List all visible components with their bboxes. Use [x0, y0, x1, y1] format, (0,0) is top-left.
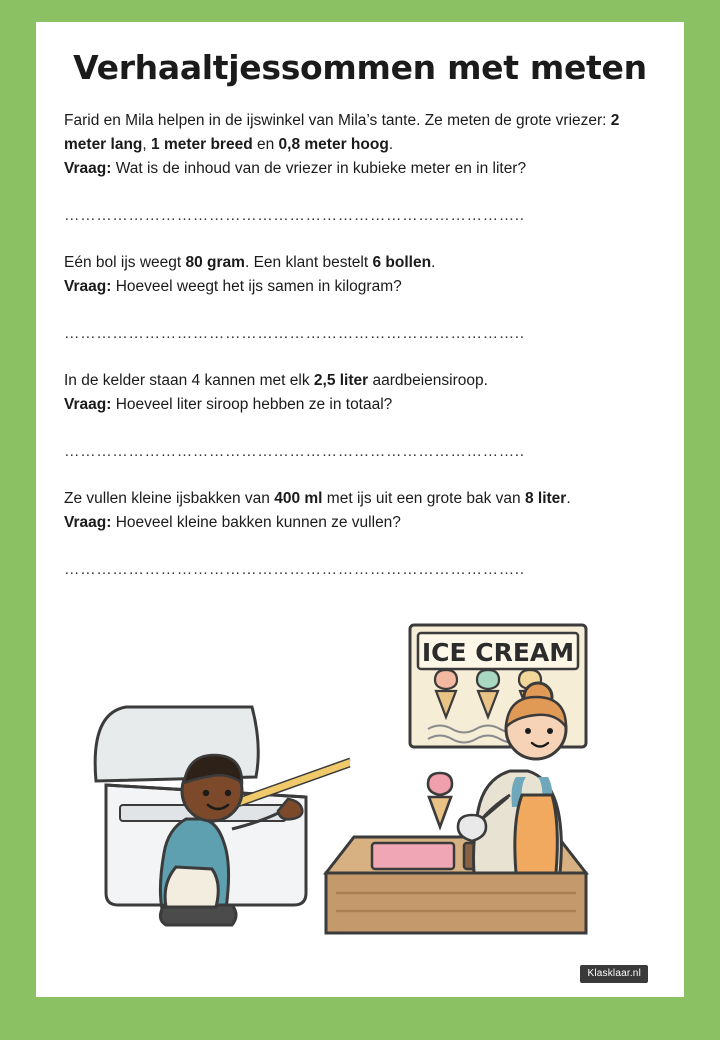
problem-4-question-label: Vraag:	[64, 514, 112, 532]
ice-cream-shop-illustration	[36, 605, 684, 945]
problem-4-question-text: Hoeveel kleine bakken kunnen ze vullen?	[115, 514, 401, 532]
answer-line-2[interactable]: …………………………………………………………………………..	[64, 324, 525, 342]
problem-1	[64, 109, 656, 181]
problem-4	[64, 487, 656, 535]
problem-2-question-label: Vraag:	[64, 278, 112, 296]
problem-3-question-text: Hoeveel liter siroop hebben ze in totaal?	[115, 396, 393, 414]
illustration-svg	[36, 605, 684, 945]
sign-text: ICE CREAM	[421, 637, 575, 667]
problem-1-question-label: Vraag:	[64, 160, 112, 178]
problem-3-question	[64, 393, 656, 417]
problem-3-body: In de kelder staan 4 kannen met elk 2,5 liter aardbeiensiroop.	[64, 371, 488, 389]
answer-line-4[interactable]: …………………………………………………………………………..	[64, 560, 525, 578]
problems-container	[36, 87, 684, 579]
problem-2	[64, 251, 656, 299]
answer-line-1[interactable]: …………………………………………………………………………..	[64, 206, 525, 224]
problem-4-question	[64, 511, 656, 535]
problem-2-question-text: Hoeveel weegt het ijs samen in kilogram?	[115, 278, 402, 296]
worksheet-page	[36, 22, 684, 997]
problem-3	[64, 369, 656, 417]
problem-1-body: Farid en Mila helpen in de ijswinkel van Mila’s tante. Ze meten de grote vriezer: 2 meter lang, 1 meter breed en 0,8 meter hoog.	[64, 112, 620, 153]
problem-1-question	[64, 157, 656, 181]
problem-2-question	[64, 275, 656, 299]
credit-badge: Klasklaar.nl	[580, 965, 648, 983]
problem-3-question-label: Vraag:	[64, 396, 112, 414]
problem-2-body: Eén bol ijs weegt 80 gram. Een klant bestelt 6 bollen.	[64, 253, 436, 271]
answer-line-3[interactable]: …………………………………………………………………………..	[64, 442, 525, 460]
problem-1-question-text: Wat is de inhoud van de vriezer in kubieke meter en in liter?	[115, 160, 527, 178]
page-title: Verhaaltjessommen met meten	[73, 48, 647, 87]
problem-4-body: Ze vullen kleine ijsbakken van 400 ml met ijs uit een grote bak van 8 liter.	[64, 489, 571, 507]
